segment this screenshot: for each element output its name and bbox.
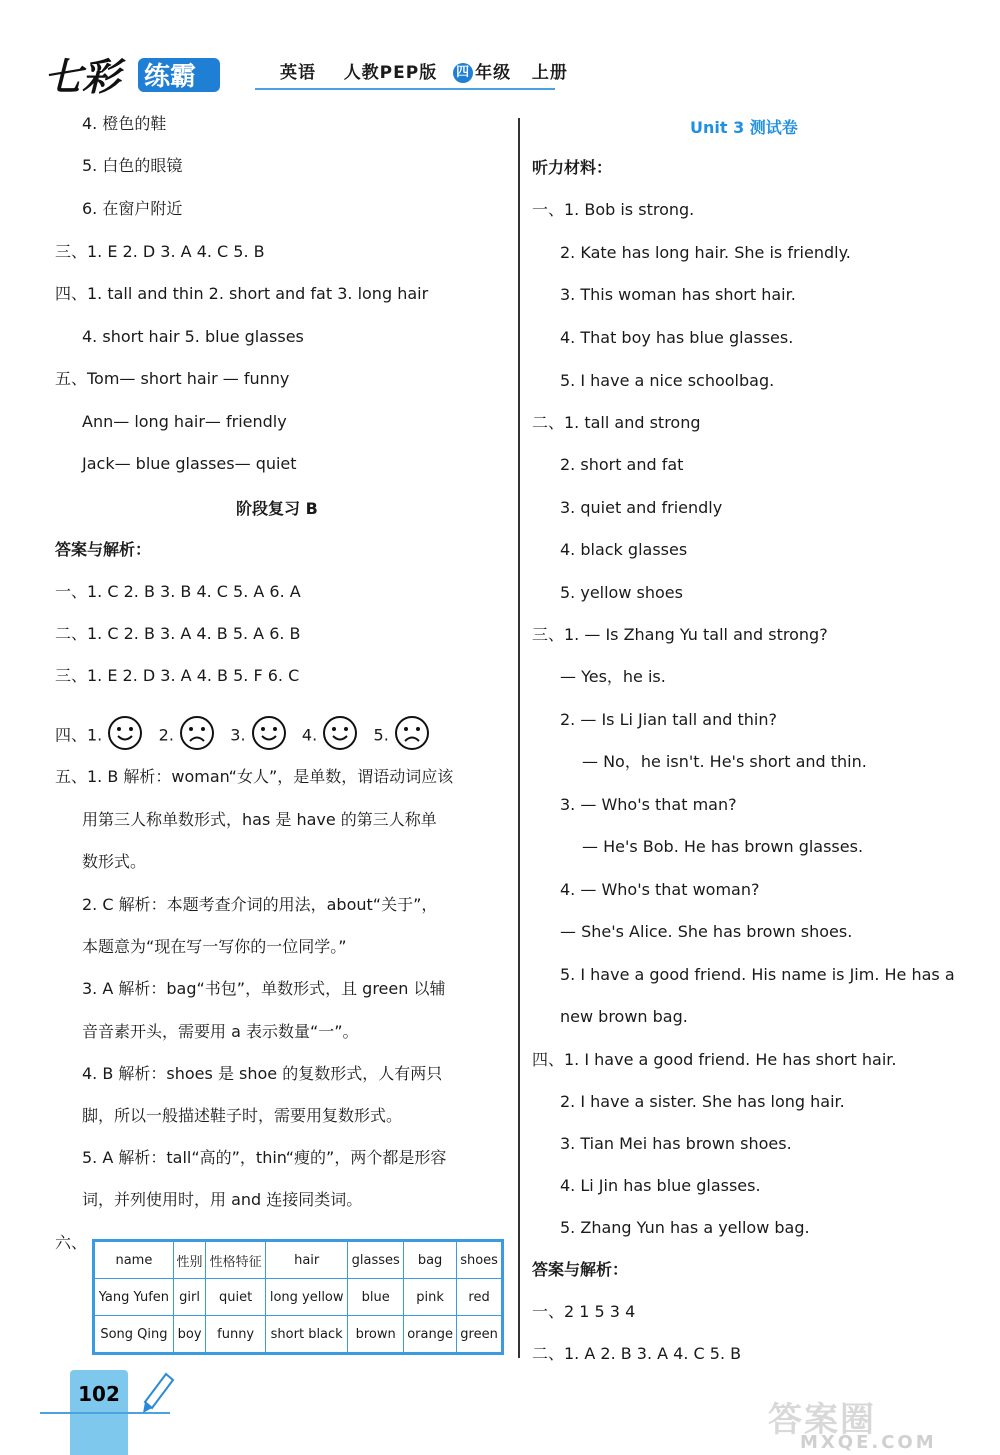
question-number: 四、1. xyxy=(55,725,103,745)
table-cell: green xyxy=(457,1316,503,1354)
info-table xyxy=(92,1239,504,1355)
table-cell: quiet xyxy=(206,1279,266,1316)
script-line: 4. Li Jin has blue glasses. xyxy=(560,1176,761,1195)
explanation-line: 音音素开头，需要用 a 表示数量“一”。 xyxy=(82,1022,359,1041)
answer-line: Jack— blue glasses— quiet xyxy=(82,454,297,473)
explanation-line: 用第三人称单数形式，has 是 have 的第三人称单 xyxy=(82,810,437,829)
listening-heading: 听力材料： xyxy=(532,158,613,177)
answer-line: 5. 白色的眼镜 xyxy=(82,156,183,175)
question-number: 5. xyxy=(373,725,389,745)
script-line: 3. Tian Mei has brown shoes. xyxy=(560,1134,792,1153)
page-header xyxy=(40,50,568,100)
frowning-face-icon xyxy=(179,715,215,757)
logo xyxy=(40,50,230,98)
header-rule xyxy=(255,88,555,90)
table-row xyxy=(94,1316,503,1354)
question-number: 六、 xyxy=(55,1233,88,1252)
explanation-line: 脚，所以一般描述鞋子时，需要用复数形式。 xyxy=(82,1106,403,1125)
subject: 英语 xyxy=(280,63,316,83)
watermark: 答案圈 xyxy=(768,1400,876,1440)
smiley-face-icon xyxy=(322,715,358,757)
answer-line: 6. 在窗户附近 xyxy=(82,199,183,218)
script-line: — No，he isn't. He's short and thin. xyxy=(582,752,867,771)
answer-line: 一、1. C 2. B 3. B 4. C 5. A 6. A xyxy=(55,582,301,601)
table-header-cell: shoes xyxy=(457,1241,503,1279)
table-cell: long yellow xyxy=(265,1279,347,1316)
script-line: 4. That boy has blue glasses. xyxy=(560,328,794,347)
table-row xyxy=(94,1279,503,1316)
script-line: — He's Bob. He has brown glasses. xyxy=(582,837,864,856)
script-line: 3. — Who's that man? xyxy=(560,795,737,814)
table-header-cell: 性别 xyxy=(173,1241,205,1279)
script-line: 3. This woman has short hair. xyxy=(560,285,796,304)
script-line: 5. I have a nice schoolbag. xyxy=(560,371,775,390)
smiley-face-icon xyxy=(107,715,143,757)
script-line: 2. I have a sister. She has long hair. xyxy=(560,1092,845,1111)
unit-title: Unit 3 测试卷 xyxy=(690,118,798,137)
faces-row xyxy=(55,715,430,757)
script-line: 2. — Is Li Jian tall and thin? xyxy=(560,710,777,729)
edition: 人教PEP版 xyxy=(343,63,438,83)
frowning-face-icon xyxy=(394,715,430,757)
table-cell: Song Qing xyxy=(94,1316,174,1354)
explanation-line: 5. A 解析：tall“高的”，thin“瘦的”，两个都是形容 xyxy=(82,1148,447,1167)
script-line: 5. yellow shoes xyxy=(560,583,683,602)
script-line: 二、1. tall and strong xyxy=(532,413,701,432)
table-cell: orange xyxy=(404,1316,457,1354)
table-cell: blue xyxy=(348,1279,404,1316)
answer-line: Ann— long hair— friendly xyxy=(82,412,287,431)
svg-text:练霸: 练霸 xyxy=(144,62,197,92)
script-line: — She's Alice. She has brown shoes. xyxy=(560,922,853,941)
script-line: 5. I have a good friend. His name is Jim. He has a xyxy=(560,965,955,984)
script-line: — Yes，he is. xyxy=(560,667,666,686)
page-number: 102 xyxy=(78,1382,120,1406)
script-line: 3. quiet and friendly xyxy=(560,498,723,517)
table-cell: Yang Yufen xyxy=(94,1279,174,1316)
section-title: 阶段复习 B xyxy=(236,499,318,518)
table-cell: boy xyxy=(173,1316,205,1354)
explanation-line: 五、1. B 解析：woman“女人”，是单数，谓语动词应该 xyxy=(55,767,454,786)
answer-line: 四、1. tall and thin 2. short and fat 3. long hair xyxy=(55,284,429,303)
explanation-line: 4. B 解析：shoes 是 shoe 的复数形式，人有两只 xyxy=(82,1064,443,1083)
grade-suffix: 年级 xyxy=(475,63,512,83)
script-line: 三、1. — Is Zhang Yu tall and strong? xyxy=(532,625,828,644)
answers-heading: 答案与解析： xyxy=(55,540,152,559)
script-line: 一、1. Bob is strong. xyxy=(532,200,695,219)
explanation-line: 2. C 解析：本题考查介词的用法，about“关于”， xyxy=(82,895,438,914)
pencil-icon xyxy=(140,1372,176,1416)
table-header-cell: name xyxy=(94,1241,174,1279)
explanation-line: 词，并列使用时，用 and 连接同类词。 xyxy=(82,1190,363,1209)
table-header-cell: glasses xyxy=(348,1241,404,1279)
smiley-face-icon xyxy=(251,715,287,757)
script-line: 四、1. I have a good friend. He has short hair. xyxy=(532,1050,897,1069)
table-cell: funny xyxy=(206,1316,266,1354)
watermark-url: MXQE.COM xyxy=(800,1432,937,1453)
question-number: 4. xyxy=(301,725,318,745)
table-header-cell: 性格特征 xyxy=(206,1241,266,1279)
table-cell: girl xyxy=(173,1279,205,1316)
table-header-cell: bag xyxy=(404,1241,457,1279)
answer-line: 三、1. E 2. D 3. A 4. C 5. B xyxy=(55,242,265,261)
answer-line: 五、Tom— short hair — funny xyxy=(55,369,290,388)
script-line: 5. Zhang Yun has a yellow bag. xyxy=(560,1218,810,1237)
grade-number: 四 xyxy=(453,63,473,83)
explanation-line: 数形式。 xyxy=(82,852,147,871)
script-line: 2. Kate has long hair. She is friendly. xyxy=(560,243,851,262)
script-line: 2. short and fat xyxy=(560,455,684,474)
table-cell: brown xyxy=(348,1316,404,1354)
answer-line: 三、1. E 2. D 3. A 4. B 5. F 6. C xyxy=(55,666,300,685)
table-cell: short black xyxy=(265,1316,347,1354)
script-line: 4. black glasses xyxy=(560,540,688,559)
script-line: 4. — Who's that woman? xyxy=(560,880,760,899)
answer-line: 4. short hair 5. blue glasses xyxy=(82,327,304,346)
volume: 上册 xyxy=(531,63,568,83)
answer-line: 二、1. C 2. B 3. A 4. B 5. A 6. B xyxy=(55,624,301,643)
table-header-row xyxy=(94,1241,503,1279)
explanation-line: 本题意为“现在写一写你的一位同学。” xyxy=(82,937,347,956)
answer-line: 一、2 1 5 3 4 xyxy=(532,1302,636,1321)
question-number: 2. xyxy=(158,725,174,745)
table-header-cell: hair xyxy=(265,1241,347,1279)
table-cell: pink xyxy=(404,1279,457,1316)
answer-line: 二、1. A 2. B 3. A 4. C 5. B xyxy=(532,1344,742,1363)
table-cell: red xyxy=(457,1279,503,1316)
column-divider xyxy=(518,118,520,1358)
book-info xyxy=(280,58,568,83)
svg-text:七彩: 七彩 xyxy=(44,54,121,98)
script-line: new brown bag. xyxy=(560,1007,688,1026)
explanation-line: 3. A 解析：bag“书包”，单数形式，且 green 以辅 xyxy=(82,979,446,998)
answers-heading: 答案与解析： xyxy=(532,1260,629,1279)
question-number: 3. xyxy=(230,725,246,745)
answer-line: 4. 橙色的鞋 xyxy=(82,114,167,133)
